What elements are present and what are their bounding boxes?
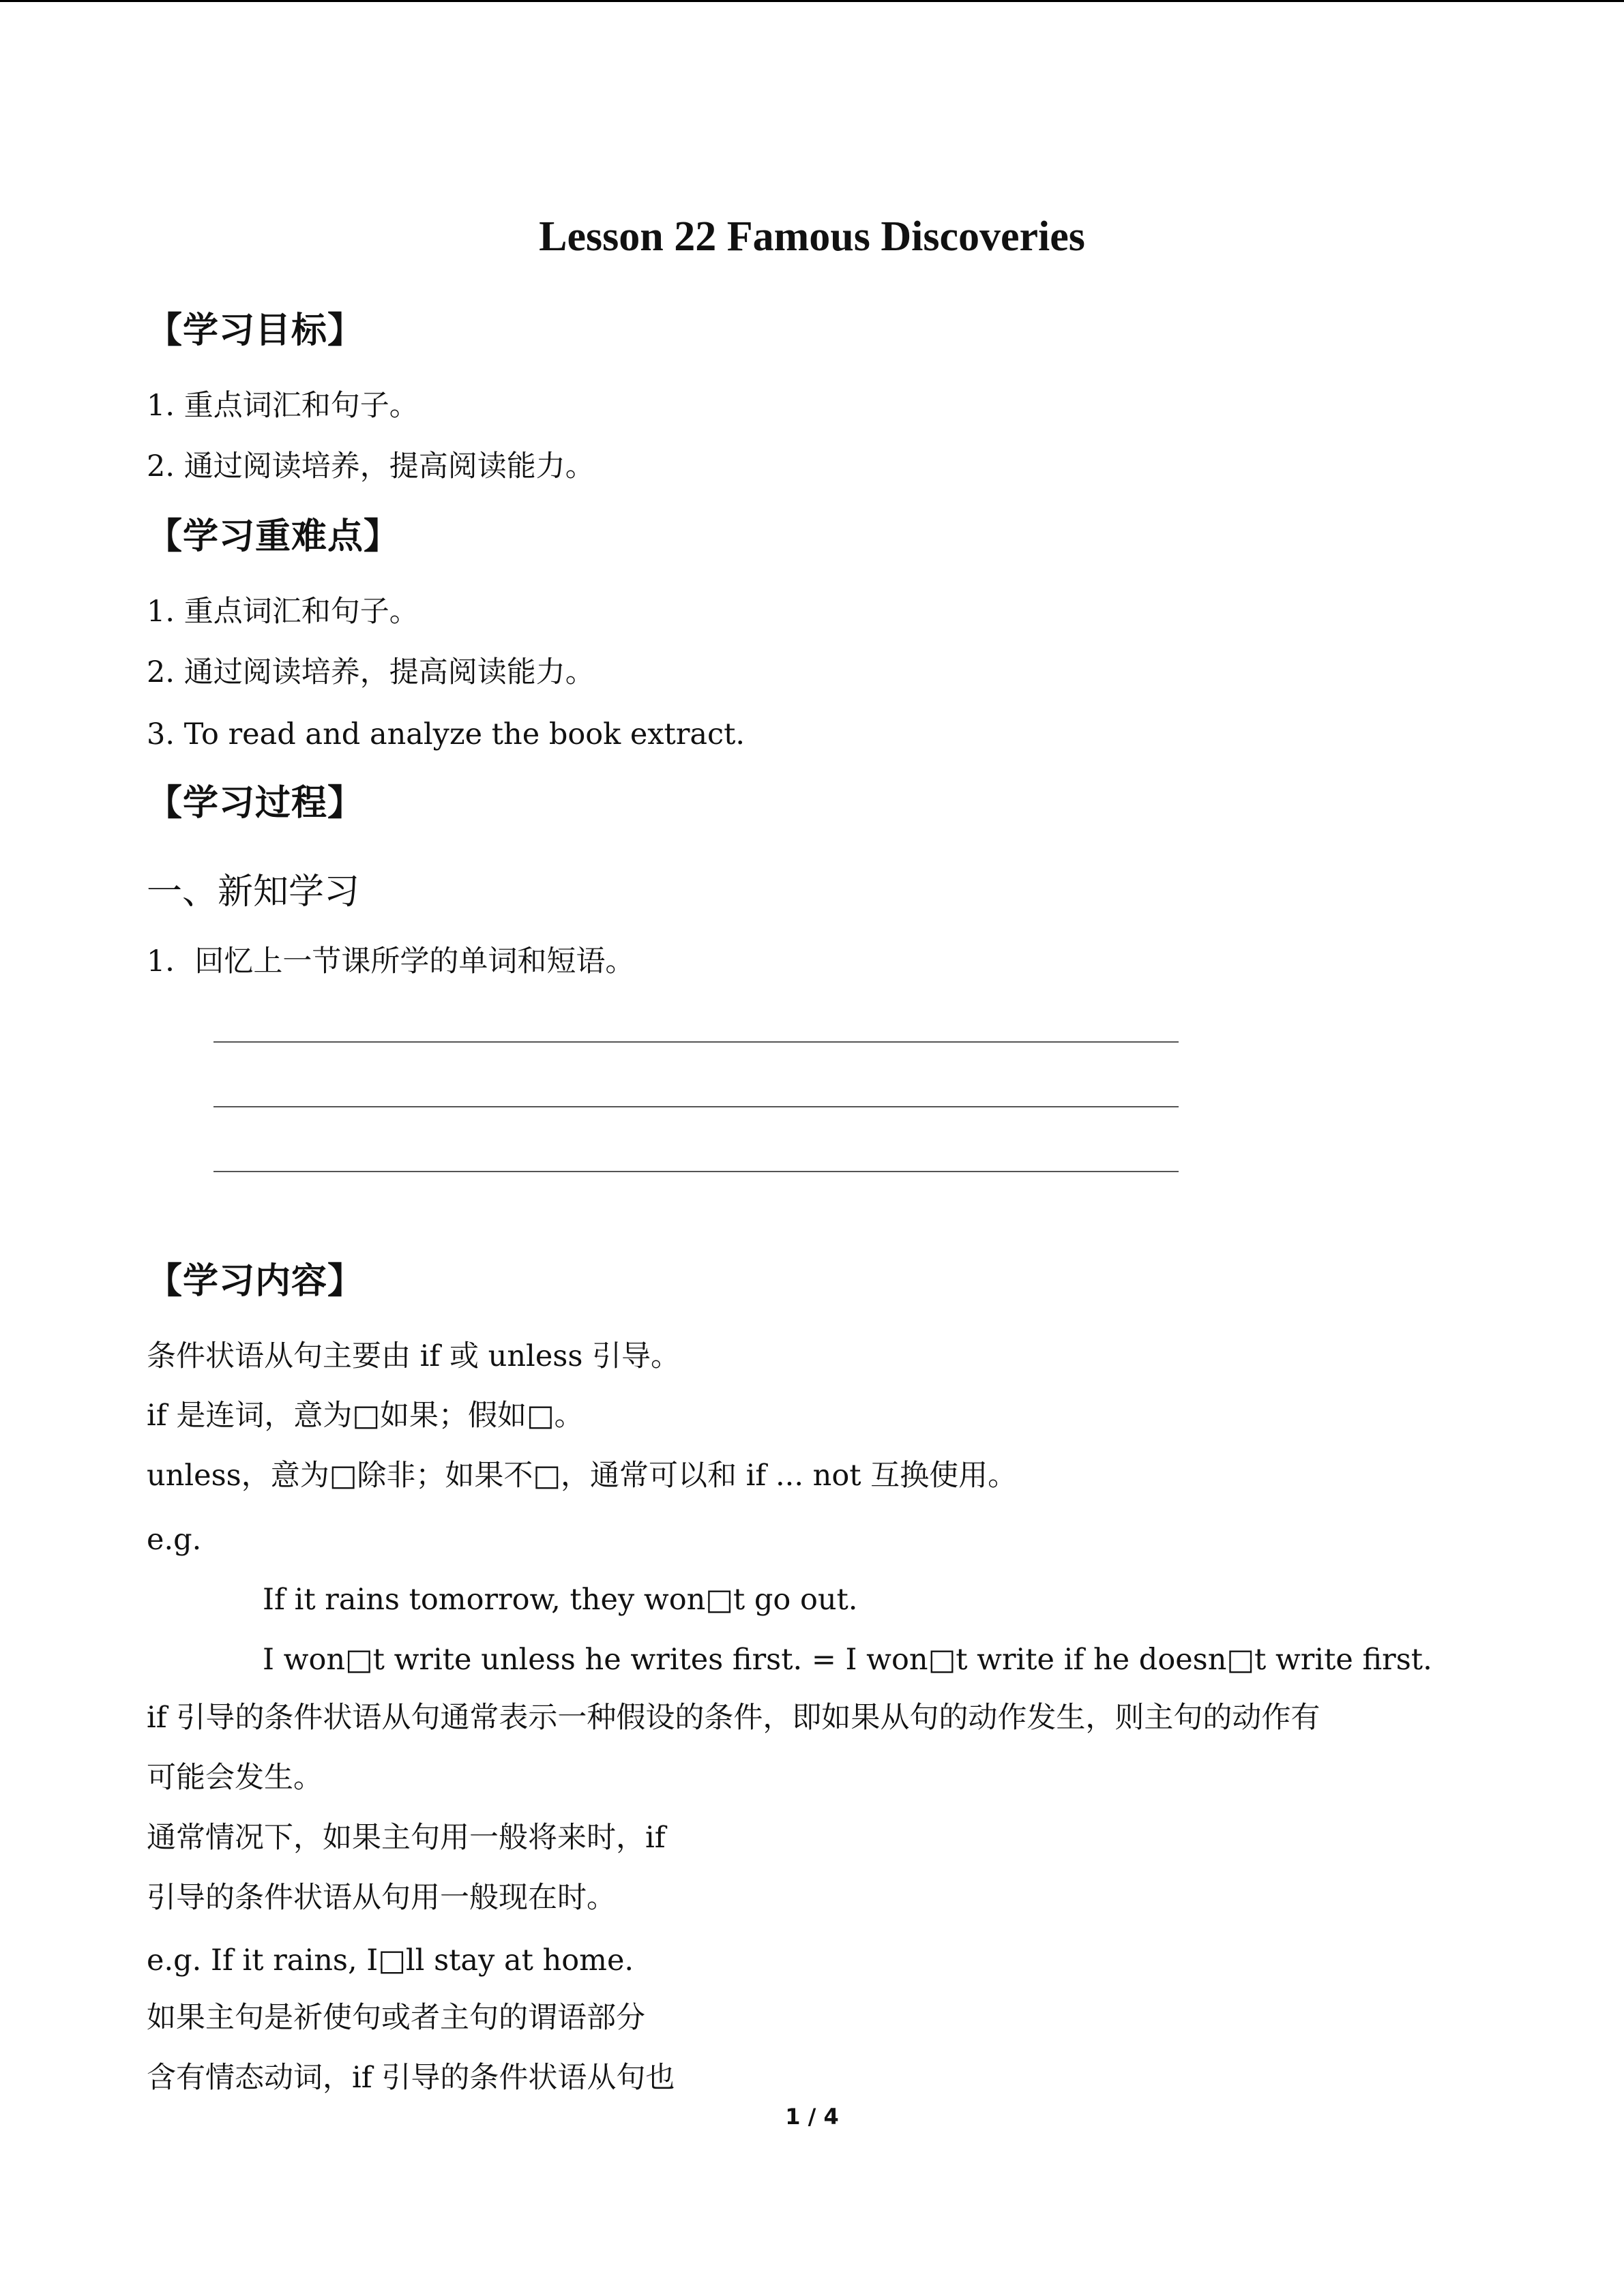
lesson-title: Lesson 22 Famous Discoveries: [539, 213, 1085, 260]
content-line: e.g.: [147, 1523, 202, 1557]
answer-blank-line[interactable]: [213, 1106, 1179, 1107]
content-line: 条件状语从句主要由 if 或 unless 引导。: [147, 1339, 681, 1373]
key-point-item: 2. 通过阅读培养，提高阅读能力。: [147, 655, 595, 689]
process-task: 1．回忆上一节课所学的单词和短语。: [147, 944, 635, 979]
page-number: 1 / 4: [785, 2104, 839, 2130]
content-line: 通常情况下，如果主句用一般将来时，if: [147, 1821, 666, 1855]
key-point-item: 3. To read and analyze the book extract.: [147, 717, 745, 751]
process-subheading: 一、新知学习: [147, 871, 360, 912]
example-sentence: I won□t write unless he writes first. = I won□t write if he doesn□t write first.: [263, 1643, 1432, 1677]
content-line: if 是连词，意为□如果；假如□。: [147, 1399, 584, 1433]
objective-item: 1. 重点词汇和句子。: [147, 389, 419, 423]
content-line: unless，意为□除非；如果不□，通常可以和 if ... not 互换使用。: [147, 1459, 1018, 1493]
key-points-heading: 【学习重难点】: [147, 516, 400, 557]
key-point-item: 1. 重点词汇和句子。: [147, 595, 419, 629]
example-sentence: If it rains tomorrow, they won□t go out.: [263, 1583, 858, 1617]
content-line: 如果主句是祈使句或者主句的谓语部分: [147, 2001, 645, 2035]
content-line: e.g. If it rains, I□ll stay at home.: [147, 1943, 634, 1978]
content-line: 可能会发生。: [147, 1761, 323, 1795]
answer-blank-line[interactable]: [213, 1041, 1179, 1043]
answer-blank-line[interactable]: [213, 1171, 1179, 1172]
content-heading: 【学习内容】: [147, 1261, 364, 1302]
objectives-heading: 【学习目标】: [147, 310, 364, 351]
content-line: 含有情态动词，if 引导的条件状语从句也: [147, 2061, 675, 2095]
content-line: 引导的条件状语从句用一般现在时。: [147, 1881, 616, 1915]
process-heading: 【学习过程】: [147, 783, 364, 824]
objective-item: 2. 通过阅读培养，提高阅读能力。: [147, 449, 595, 483]
content-line: if 引导的条件状语从句通常表示一种假设的条件，即如果从句的动作发生，则主句的动作有: [147, 1701, 1320, 1735]
